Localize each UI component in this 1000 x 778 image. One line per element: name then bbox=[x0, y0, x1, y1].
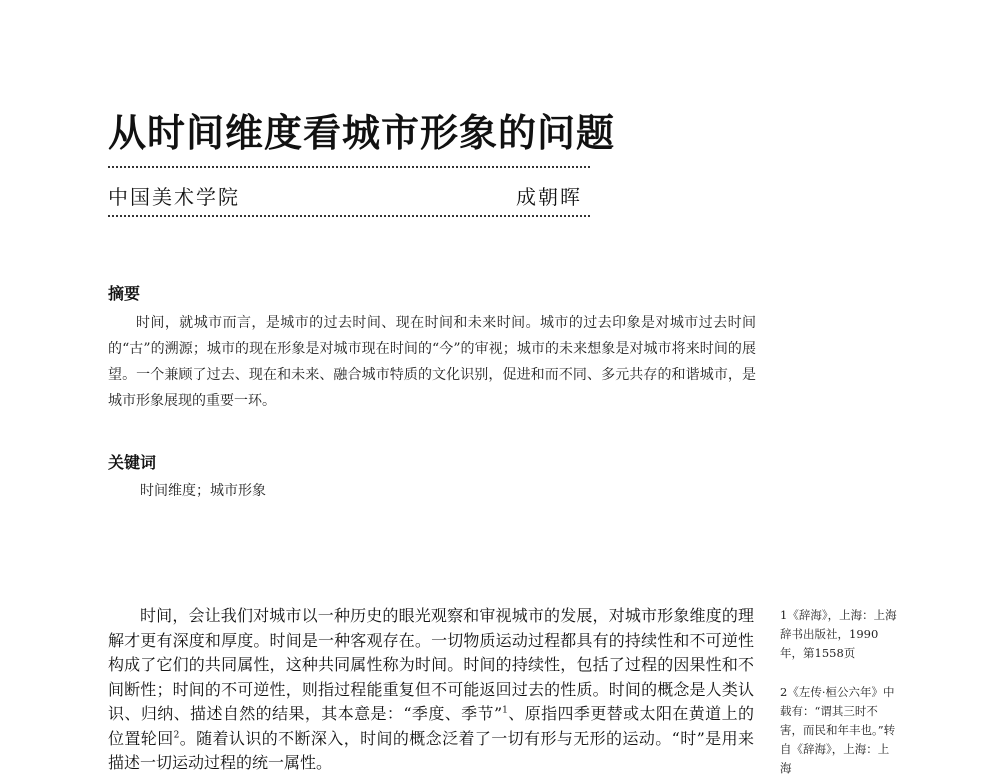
author-affiliation: 中国美术学院 bbox=[108, 185, 240, 209]
footnote-ref-1: 1 bbox=[502, 705, 508, 716]
body-text-part1: 时间，会让我们对城市以一种历史的眼光观察和审视城市的发展，对城市形象维度的理解才更有深度和厚度。时间是一种客观存在。一切物质运动过程都具有的持续性和不可逆性构成了它们的共同属性，这种共同属性称为时间。时间的持续性，包括了过程的因果性和不间断性；时间的不可逆性，则指过程能重复但不可能返回过去的性质。时间的概念是人类认识、归纳、描述自然的结果，其本意是：“季度、季节” bbox=[108, 606, 754, 723]
title-divider-bottom bbox=[108, 215, 590, 217]
paper-title: 从时间维度看城市形象的问题 bbox=[108, 111, 616, 155]
sidenote-2: 2《左传·桓公六年》中载有：“谓其三时不害，而民和年丰也。”转自《辞海》，上海：上海 bbox=[780, 685, 896, 775]
body-text-part2: 、原指四季更替或太阳在黄道上的位置轮回 bbox=[108, 704, 754, 748]
sidenote-1: 1《辞海》，上海：上海辞书出版社，1990年，第1558页 bbox=[780, 608, 897, 660]
body-text-part3: 。随着认识的不断深入，时间的概念泛着了一切有形与无形的运动。“时”是用来描述一切运动过程的统一属性。 bbox=[108, 728, 754, 772]
title-divider-top bbox=[108, 166, 590, 168]
abstract-heading: 摘要 bbox=[108, 284, 141, 303]
footnote-ref-2: 2 bbox=[173, 730, 180, 741]
abstract-body bbox=[108, 310, 756, 414]
body-paragraph bbox=[108, 604, 754, 776]
keywords-heading: 关键词 bbox=[108, 453, 157, 472]
keywords-text: 时间维度；城市形象 bbox=[140, 483, 266, 499]
main-body bbox=[108, 604, 754, 776]
abstract-text: 时间，就城市而言，是城市的过去时间、现在时间和未来时间。城市的过去印象是对城市过去时间的“古”的溯源；城市的现在形象是对城市现在时间的“今”的审视；城市的未来想象是对城市将来时间的展望。一个兼顾了过去、现在和未来、融合城市特质的文化识别，促进和而不同、多元共存的和谐城市，是城市形象展现的重要一环。 bbox=[108, 315, 756, 409]
author-name: 成朝晖 bbox=[516, 185, 582, 209]
